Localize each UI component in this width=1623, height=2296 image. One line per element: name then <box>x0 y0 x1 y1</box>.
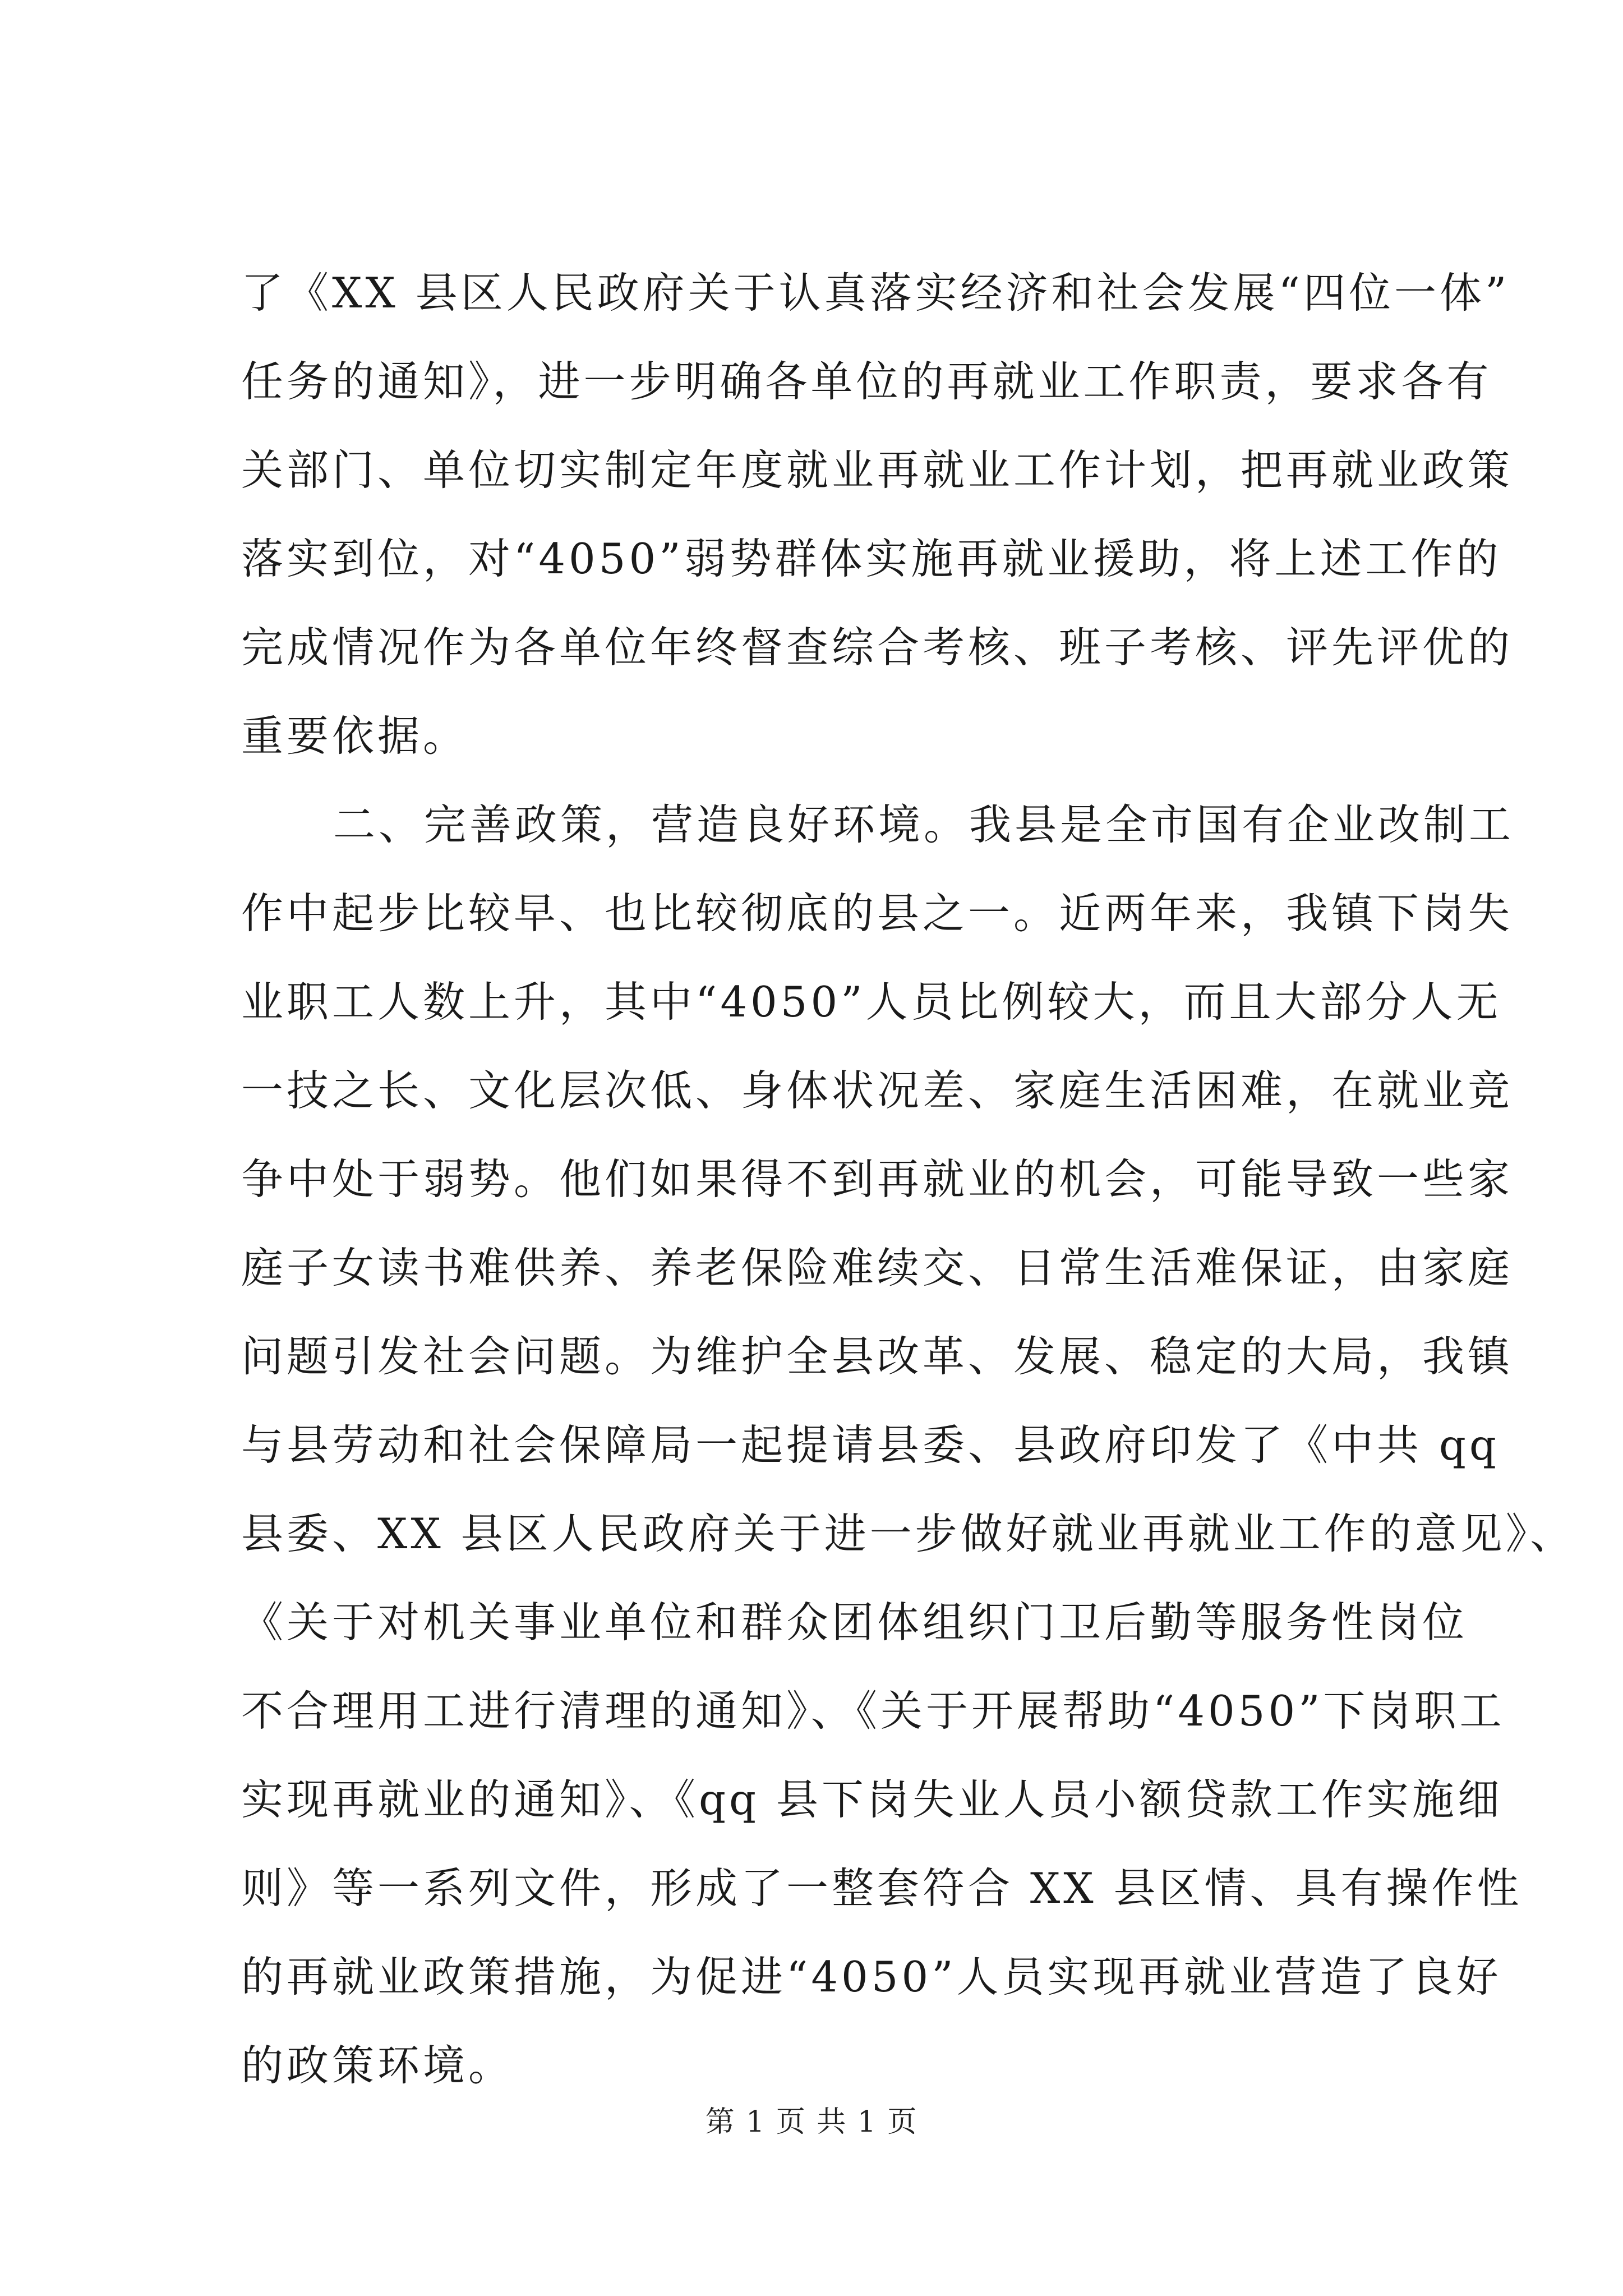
paragraph-start-line: 二、完善政策，营造良好环境。我县是全市国有企业改制工 <box>333 800 1515 849</box>
text-line: 问题引发社会问题。为维护全县改革、发展、稳定的大局，我镇 <box>241 1332 1514 1381</box>
text-line: 业职工人数上升，其中“4050”人员比例较大，而且大部分人无 <box>241 977 1502 1027</box>
text-line: 一技之长、文化层次低、身体状况差、家庭生活困难，在就业竞 <box>241 1066 1514 1115</box>
text-line: 的政策环境。 <box>241 2041 514 2090</box>
text-line: 不合理用工进行清理的通知》、《关于开展帮助“4050”下岗职工 <box>241 1686 1505 1736</box>
text-line: 争中处于弱势。他们如果得不到再就业的机会，可能导致一些家 <box>241 1154 1514 1204</box>
text-line: 完成情况作为各单位年终督查综合考核、班子考核、评先评优的 <box>241 623 1514 672</box>
text-line: 实现再就业的通知》、《qq 县下岗失业人员小额贷款工作实施细 <box>241 1775 1503 1824</box>
text-line: 任务的通知》，进一步明确各单位的再就业工作职责，要求各有 <box>241 357 1492 406</box>
text-line: 的再就业政策措施，为促进“4050”人员实现再就业营造了良好 <box>241 1952 1502 2001</box>
page-footer: 第 1 页 共 1 页 <box>705 2105 918 2139</box>
text-line: 县委、XX 县区人民政府关于进一步做好就业再就业工作的意见》、 <box>241 1509 1576 1558</box>
text-line: 落实到位，对“4050”弱势群体实施再就业援助，将上述工作的 <box>241 534 1502 583</box>
text-line: 重要依据。 <box>241 711 469 761</box>
text-line: 与县劳动和社会保障局一起提请县委、县政府印发了《中共 qq <box>241 1420 1500 1470</box>
text-line: 了《XX 县区人民政府关于认真落实经济和社会发展“四位一体” <box>241 268 1510 318</box>
text-line: 庭子女读书难供养、养老保险难续交、日常生活难保证，由家庭 <box>241 1243 1514 1292</box>
text-line: 作中起步比较早、也比较彻底的县之一。近两年来，我镇下岗失 <box>241 889 1514 938</box>
text-line: 关部门、单位切实制定年度就业再就业工作计划，把再就业政策 <box>241 445 1514 495</box>
text-line: 则》等一系列文件，形成了一整套符合 XX 县区情、具有操作性 <box>241 1864 1523 1913</box>
body-text <box>241 249 1576 2110</box>
text-line: 《关于对机关事业单位和群众团体组织门卫后勤等服务性岗位 <box>241 1598 1468 1647</box>
